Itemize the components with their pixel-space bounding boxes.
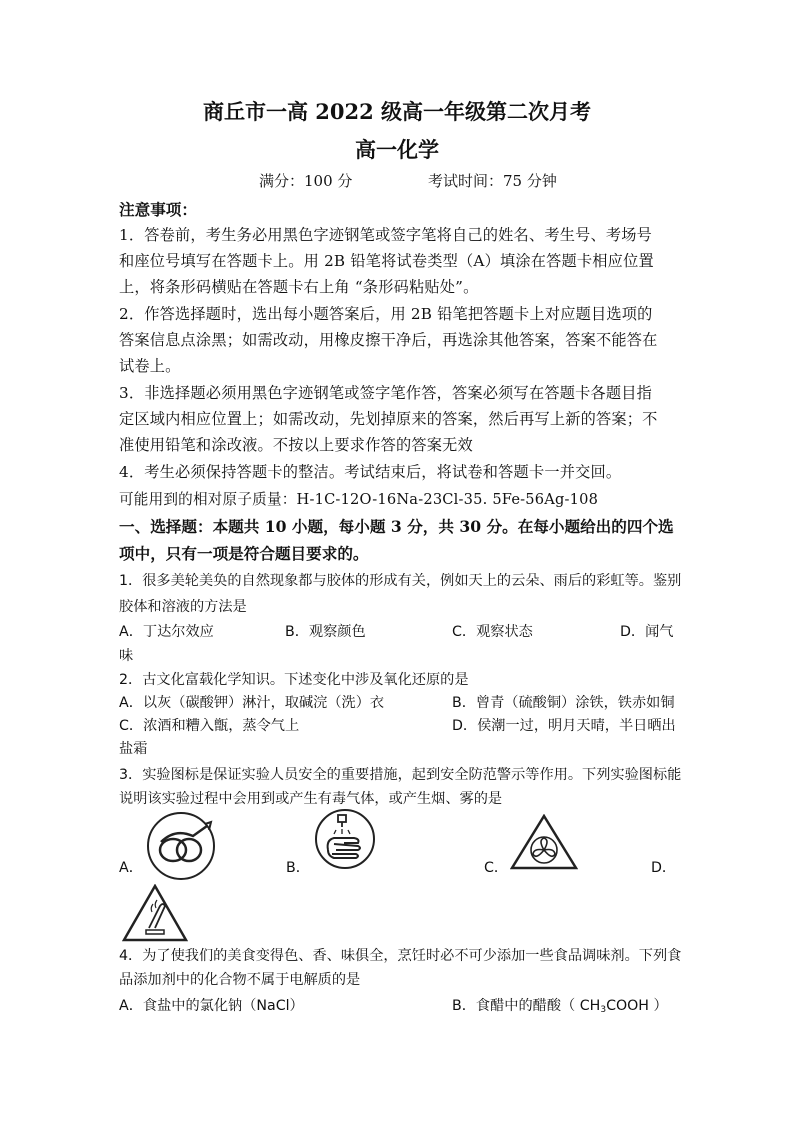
option-b[interactable]: B． [286,860,310,876]
question-3-stem: 说明该实验过程中会用到或产生有毒气体，或产生烟、雾的是 [119,791,503,807]
option-d[interactable]: D． [651,860,677,876]
notice-line: 3．非选择题必须用黑色字迹钢笔或签字笔作答，答案必须写在答题卡各题目指 [119,384,653,402]
notice-line: 答案信息点涂黑；如需改动，用橡皮擦干净后，再选涂其他答案，答案不能答在 [119,331,658,349]
question-2-stem: 2．古文化富载化学知识。下述变化中涉及氧化还原的是 [119,672,469,688]
exam-time: 考试时间：75 分钟 [428,172,557,190]
option-d-continued: 盐霜 [119,741,148,757]
hot-plate-warning-icon [122,884,188,942]
exam-title: 商丘市一高 2022 级高一年级第二次月考 [202,99,592,124]
handwash-icon [314,808,376,870]
atomic-mass-line: 可能用到的相对原子质量：H-1C-12O-16Na-23Cl-35. 5Fe-56Ag-108 [119,491,599,508]
subscript: 3 [600,1005,607,1015]
notice-line: 2．作答选择题时，选出每小题答案后，用 2B 铅笔把答题卡上对应题目选项的 [119,305,653,323]
option-d[interactable]: D．侯潮一过，明月天晴，半日晒出 [452,718,676,734]
notice-line: 上，将条形码横贴在答题卡右上角 “条形码粘贴处”。 [119,278,479,296]
section-heading: 项中，只有一项是符合题目要求的。 [119,544,369,563]
notice-line: 1．答卷前，考生务必用黑色字迹钢笔或签字笔将自己的姓名、考生号、考场号 [119,226,653,244]
notice-line: 定区域内相应位置上；如需改动，先划掉原来的答案，然后再写上新的答案；不 [119,410,658,428]
option-d-continued: 味 [119,648,134,664]
goggles-icon [145,810,217,882]
option-c[interactable]: C．浓酒和糟入甑，蒸令气上 [119,718,300,734]
option-b[interactable] [452,995,668,1015]
question-1-stem: 胶体和溶液的方法是 [119,599,247,615]
option-b-text: B．食醋中的醋酸（ CH [452,998,601,1014]
fan-icon [510,814,578,870]
option-a[interactable]: A．丁达尔效应 [119,624,214,640]
notice-heading: 注意事项： [119,200,197,219]
exam-subject: 高一化学 [355,137,439,162]
option-b[interactable]: B．观察颜色 [285,624,366,640]
full-score: 满分：100 分 [259,172,353,190]
option-b-text-end: COOH ） [606,998,668,1014]
notice-line: 和座位号填写在答题卡上。用 2B 铅笔将试卷类型（A）填涂在答题卡相应位置 [119,252,654,270]
option-b[interactable]: B．曾青（硫酸铜）涂铁，铁赤如铜 [452,695,675,711]
option-a[interactable]: A． [119,860,143,876]
option-c[interactable]: C． [484,860,509,876]
notice-line: 准使用铅笔和涂改液。不按以上要求作答的答案无效 [119,436,473,454]
option-a[interactable]: A．以灰（碳酸钾）淋汁，取碱浣（洗）衣 [119,695,385,711]
question-4-stem: 品添加剂中的化合物不属于电解质的是 [119,972,361,988]
notice-line: 试卷上。 [119,357,181,375]
question-3-stem: 3．实验图标是保证实验人员安全的重要措施，起到安全防范警示等作用。下列实验图标能 [119,767,682,783]
option-c[interactable]: C．观察状态 [452,624,533,640]
option-a[interactable]: A．食盐中的氯化钠（NaCl） [119,998,304,1014]
notice-line: 4．考生必须保持答题卡的整洁。考试结束后，将试卷和答题卡一并交回。 [119,463,622,481]
question-4-stem: 4．为了使我们的美食变得色、香、味俱全，烹饪时必不可少添加一些食品调味剂。下列食 [119,948,682,964]
question-1-stem: 1．很多美轮美奂的自然现象都与胶体的形成有关，例如天上的云朵、雨后的彩虹等。鉴别 [119,573,682,589]
section-heading: 一、选择题：本题共 10 小题，每小题 3 分，共 30 分。在每小题给出的四个选 [119,517,674,536]
option-d[interactable]: D．闻气 [620,624,674,640]
